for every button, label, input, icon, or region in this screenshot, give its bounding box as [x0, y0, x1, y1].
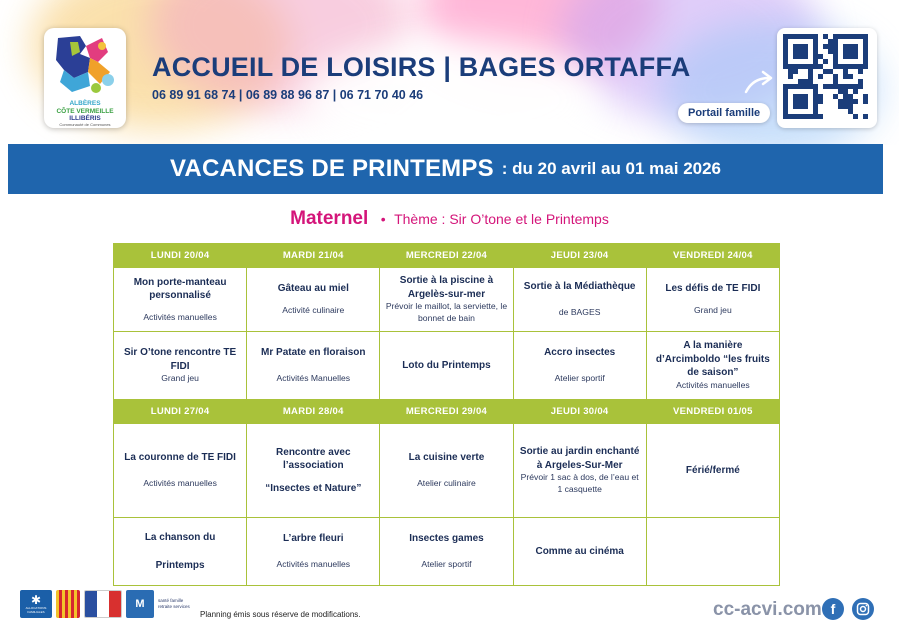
section-title: Maternel — [290, 208, 369, 229]
qr-code[interactable] — [777, 28, 877, 128]
day-header: LUNDI 20/04 — [114, 244, 247, 268]
activity-cell — [646, 332, 779, 400]
activity-type: Atelier culinaire — [417, 478, 476, 489]
msa-label: santé famille retraite services — [158, 598, 190, 609]
table-row — [114, 518, 780, 586]
qr-code-icon — [783, 34, 871, 119]
portal-family-label[interactable]: Portail famille — [678, 103, 770, 123]
activity-title-2: Printemps — [155, 559, 205, 571]
activity-location: de BAGES — [558, 307, 601, 318]
community-logo-icon — [50, 32, 120, 100]
activity-cell — [247, 518, 380, 586]
republique-logo — [84, 590, 122, 618]
activity-title-2: “Insectes et Nature” — [265, 482, 362, 494]
activity-title: Sir O’tone rencontre TE FIDI — [123, 347, 237, 372]
day-header: MERCREDI 29/04 — [380, 400, 513, 424]
activity-type: Activités manuelles — [143, 311, 217, 322]
activity-type: Activités Manuelles — [276, 373, 351, 384]
facebook-icon[interactable]: f — [822, 598, 844, 620]
activity-type: Grand jeu — [694, 304, 732, 315]
activity-type: Grand jeu — [161, 373, 199, 384]
activity-cell — [114, 424, 247, 518]
activity-cell — [114, 268, 247, 332]
activity-title: Rencontre avec l’association — [276, 446, 351, 472]
activity-schedule-table — [113, 243, 780, 586]
activity-title: Sortie à la piscine à Argelès-sur-mer — [399, 275, 494, 300]
msa-logo-icon: M — [126, 590, 154, 618]
activity-cell-empty — [646, 518, 779, 586]
activity-title: Sortie au jardin enchanté à Argeles-Sur-Mer — [519, 446, 640, 471]
activity-cell — [513, 518, 646, 586]
activity-cell — [380, 424, 513, 518]
week1-header-row — [114, 244, 780, 268]
day-header: JEUDI 30/04 — [513, 400, 646, 424]
table-row — [114, 332, 780, 400]
day-header: JEUDI 23/04 — [513, 244, 646, 268]
page-title: ACCUEIL DE LOISIRS | BAGES ORTAFFA — [152, 52, 691, 82]
activity-cell — [380, 332, 513, 400]
activity-title: Mr Patate en floraison — [261, 346, 366, 358]
activity-note: Prévoir 1 sac à dos, de l’eau et 1 casquette — [520, 472, 639, 494]
activity-title: Loto du Printemps — [402, 359, 491, 371]
activity-cell — [513, 332, 646, 400]
activity-cell — [247, 268, 380, 332]
caf-logo — [20, 590, 52, 618]
activity-type: Activité culinaire — [282, 304, 345, 315]
logo-line-3: ILLIBÉRIS — [69, 115, 101, 122]
activity-title: L’arbre fleuri — [282, 532, 344, 544]
caf-label: ALLOCATIONS FAMILIALES — [25, 606, 47, 614]
table-row — [114, 268, 780, 332]
activity-title: La cuisine verte — [408, 451, 485, 463]
activity-cell — [646, 268, 779, 332]
activity-type: Activités manuelles — [143, 478, 217, 489]
activity-cell — [114, 518, 247, 586]
community-logo — [44, 28, 126, 128]
day-header: MARDI 21/04 — [247, 244, 380, 268]
activity-title: Insectes games — [409, 532, 484, 544]
logo-line-1: ALBÈRES — [69, 100, 101, 107]
banner-title: VACANCES DE PRINTEMPS — [169, 155, 494, 182]
day-header: LUNDI 27/04 — [114, 400, 247, 424]
activity-title: La chanson du — [144, 532, 216, 543]
partner-logos — [20, 590, 198, 618]
activity-cell — [380, 518, 513, 586]
activity-cell — [513, 424, 646, 518]
activity-cell — [513, 268, 646, 332]
activity-title: La couronne de TE FIDI — [124, 451, 236, 463]
activity-cell — [380, 268, 513, 332]
activity-title: Sortie à la Médiathèque — [523, 280, 636, 292]
section-theme: Thème : Sir O’tone et le Printemps — [394, 211, 609, 227]
instagram-icon[interactable] — [852, 598, 874, 620]
logo-line-2: CÔTE VERMEILLE — [56, 108, 114, 115]
activity-title: Férié/fermé — [685, 464, 740, 476]
activity-type: Atelier sportif — [554, 373, 605, 384]
activity-title: Les défis de TE FIDI — [665, 283, 761, 295]
activity-cell — [247, 332, 380, 400]
arrow-icon — [743, 70, 777, 96]
activity-title: Gâteau au miel — [277, 283, 349, 295]
activity-title: Mon porte-manteau personnalisé — [133, 276, 227, 302]
activity-cell — [114, 332, 247, 400]
banner-dates: : du 20 avril au 01 mai 2026 — [501, 159, 722, 178]
day-header: MERCREDI 22/04 — [380, 244, 513, 268]
phone-numbers: 06 89 91 68 74 | 06 89 88 96 87 | 06 71 70 40 46 — [152, 88, 424, 102]
snowflake-icon: ✱ — [30, 593, 42, 607]
disclaimer-note: Planning émis sous réserve de modifications. — [200, 610, 361, 619]
activity-cell — [646, 424, 779, 518]
activity-type: Atelier sportif — [421, 559, 472, 570]
activity-note: Prévoir le maillot, la serviette, le bonnet de bain — [385, 301, 508, 323]
website-link[interactable]: cc-acvi.com — [713, 599, 822, 620]
activity-type: Activités manuelles — [276, 559, 351, 570]
table-row — [114, 424, 780, 518]
section-heading — [0, 208, 899, 230]
region-logo — [56, 590, 80, 618]
day-header: MARDI 28/04 — [247, 400, 380, 424]
holiday-banner — [8, 144, 883, 194]
activity-title: Accro insectes — [544, 346, 616, 358]
week2-header-row — [114, 400, 780, 424]
day-header: VENDREDI 01/05 — [646, 400, 779, 424]
activity-title: Comme au cinéma — [535, 545, 624, 557]
activity-type: Activités manuelles — [676, 379, 750, 390]
logo-line-4: Communauté de Communes — [59, 122, 111, 127]
bullet-icon: • — [380, 211, 386, 227]
activity-title: A la manière d’Arcimboldo “les fruits de saison” — [655, 340, 770, 379]
activity-cell — [247, 424, 380, 518]
day-header: VENDREDI 24/04 — [646, 244, 779, 268]
